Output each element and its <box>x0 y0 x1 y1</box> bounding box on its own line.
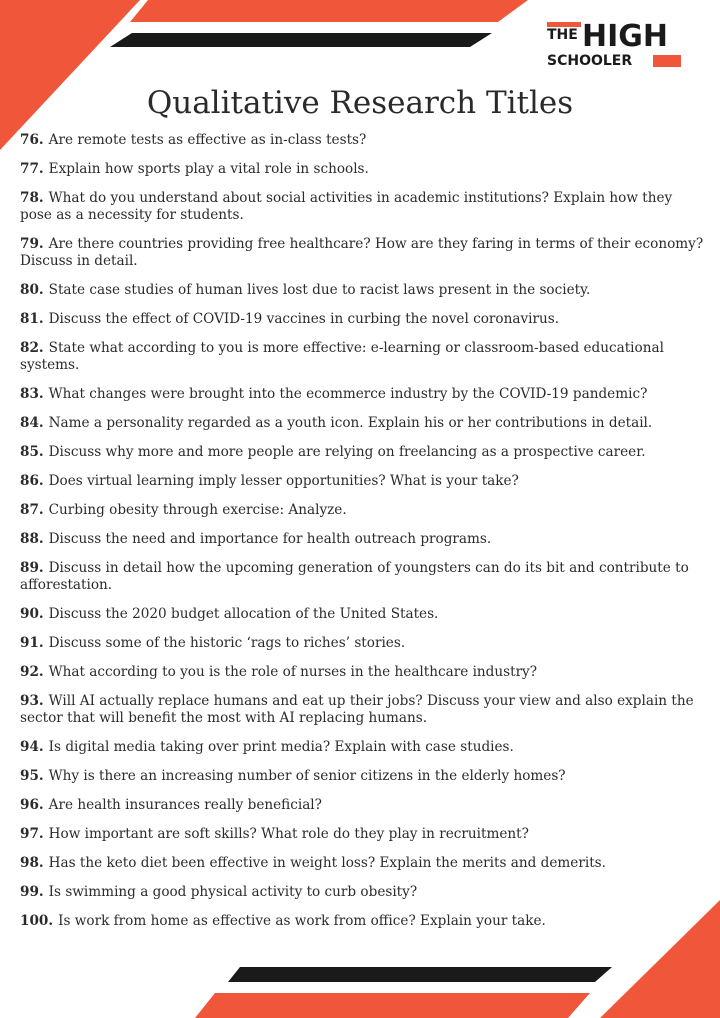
list-item <box>20 635 705 664</box>
list-item <box>20 502 705 531</box>
item-text: What according to you is the role of nurses in the healthcare industry? <box>48 664 538 680</box>
item-number: 97. <box>20 826 44 842</box>
logo-high-text: HIGH <box>582 19 669 54</box>
item-number: 78. <box>20 190 44 206</box>
item-text: Discuss in detail how the upcoming generation of youngsters can do its bit and contribute to afforestation. <box>20 560 689 593</box>
item-text: Are health insurances really beneficial? <box>48 797 322 813</box>
item-text: How important are soft skills? What role do they play in recruitment? <box>48 826 529 842</box>
item-number: 76. <box>20 132 44 148</box>
item-number: 100. <box>20 913 54 929</box>
item-text: State what according to you is more effective: e-learning or classroom-based educational systems. <box>20 340 664 373</box>
item-text: Are remote tests as effective as in-class tests? <box>48 132 367 148</box>
list-item <box>20 415 705 444</box>
list-item <box>20 884 705 913</box>
item-text: Explain how sports play a vital role in schools. <box>48 161 369 177</box>
item-number: 86. <box>20 473 44 489</box>
list-item <box>20 190 705 236</box>
page-title: Qualitative Research Titles <box>146 85 574 121</box>
list-item <box>20 855 705 884</box>
item-text: Has the keto diet been effective in weight loss? Explain the merits and demerits. <box>48 855 606 871</box>
item-text: State case studies of human lives lost due to racist laws present in the society. <box>48 282 591 298</box>
list-item <box>20 236 705 282</box>
item-text: Will AI actually replace humans and eat up their jobs? Discuss your view and also explain the sector that will benefit the most with AI replacing humans. <box>20 693 694 726</box>
list-item <box>20 693 705 739</box>
list-item <box>20 826 705 855</box>
list-item <box>20 913 705 942</box>
item-text: Discuss the 2020 budget allocation of the United States. <box>48 606 439 622</box>
item-number: 98. <box>20 855 44 871</box>
list-item <box>20 282 705 311</box>
logo-accent-bar-bottom <box>653 55 681 67</box>
list-item <box>20 560 705 606</box>
item-number: 82. <box>20 340 44 356</box>
item-text: Curbing obesity through exercise: Analyze. <box>48 502 347 518</box>
research-titles-list <box>20 132 705 942</box>
item-text: What do you understand about social activities in academic institutions? Explain how they pose as a necessity for students. <box>20 190 673 223</box>
item-text: Is digital media taking over print media? Explain with case studies. <box>48 739 514 755</box>
list-item <box>20 444 705 473</box>
item-text: Why is there an increasing number of senior citizens in the elderly homes? <box>48 768 566 784</box>
item-number: 79. <box>20 236 44 252</box>
item-number: 90. <box>20 606 44 622</box>
item-number: 88. <box>20 531 44 547</box>
item-number: 99. <box>20 884 44 900</box>
item-text: What changes were brought into the ecommerce industry by the COVID-19 pandemic? <box>48 386 648 402</box>
list-item <box>20 606 705 635</box>
item-number: 80. <box>20 282 44 298</box>
item-number: 95. <box>20 768 44 784</box>
logo-schooler-text: SCHOOLER <box>547 53 633 69</box>
list-item <box>20 132 705 161</box>
list-item <box>20 161 705 190</box>
bottom-black-band <box>228 967 612 982</box>
item-number: 94. <box>20 739 44 755</box>
top-black-band <box>110 33 492 47</box>
item-number: 89. <box>20 560 44 576</box>
item-number: 81. <box>20 311 44 327</box>
list-item <box>20 311 705 340</box>
list-item <box>20 768 705 797</box>
item-number: 85. <box>20 444 44 460</box>
top-left-corner-shape <box>0 0 140 150</box>
item-text: Discuss some of the historic ‘rags to riches’ stories. <box>48 635 406 651</box>
list-item <box>20 473 705 502</box>
item-number: 93. <box>20 693 44 709</box>
item-text: Is swimming a good physical activity to curb obesity? <box>48 884 418 900</box>
list-item <box>20 739 705 768</box>
item-text: Discuss why more and more people are relying on freelancing as a prospective career. <box>48 444 646 460</box>
top-orange-band <box>130 0 528 22</box>
item-text: Does virtual learning imply lesser opportunities? What is your take? <box>48 473 519 489</box>
item-text: Is work from home as effective as work from office? Explain your take. <box>58 913 546 929</box>
item-number: 84. <box>20 415 44 431</box>
item-number: 87. <box>20 502 44 518</box>
item-text: Are there countries providing free healthcare? How are they faring in terms of their economy? Discuss in detail. <box>20 236 704 269</box>
brand-logo <box>547 19 687 72</box>
item-number: 96. <box>20 797 44 813</box>
list-item <box>20 797 705 826</box>
bottom-orange-band <box>195 993 590 1018</box>
item-text: Name a personality regarded as a youth icon. Explain his or her contributions in detail. <box>48 415 653 431</box>
list-item <box>20 386 705 415</box>
list-item <box>20 531 705 560</box>
logo-the-text: THE <box>547 27 578 43</box>
item-text: Discuss the effect of COVID-19 vaccines in curbing the novel coronavirus. <box>48 311 560 327</box>
item-number: 92. <box>20 664 44 680</box>
list-item <box>20 340 705 386</box>
item-number: 83. <box>20 386 44 402</box>
item-number: 77. <box>20 161 44 177</box>
item-text: Discuss the need and importance for health outreach programs. <box>48 531 492 547</box>
list-item <box>20 664 705 693</box>
item-number: 91. <box>20 635 44 651</box>
